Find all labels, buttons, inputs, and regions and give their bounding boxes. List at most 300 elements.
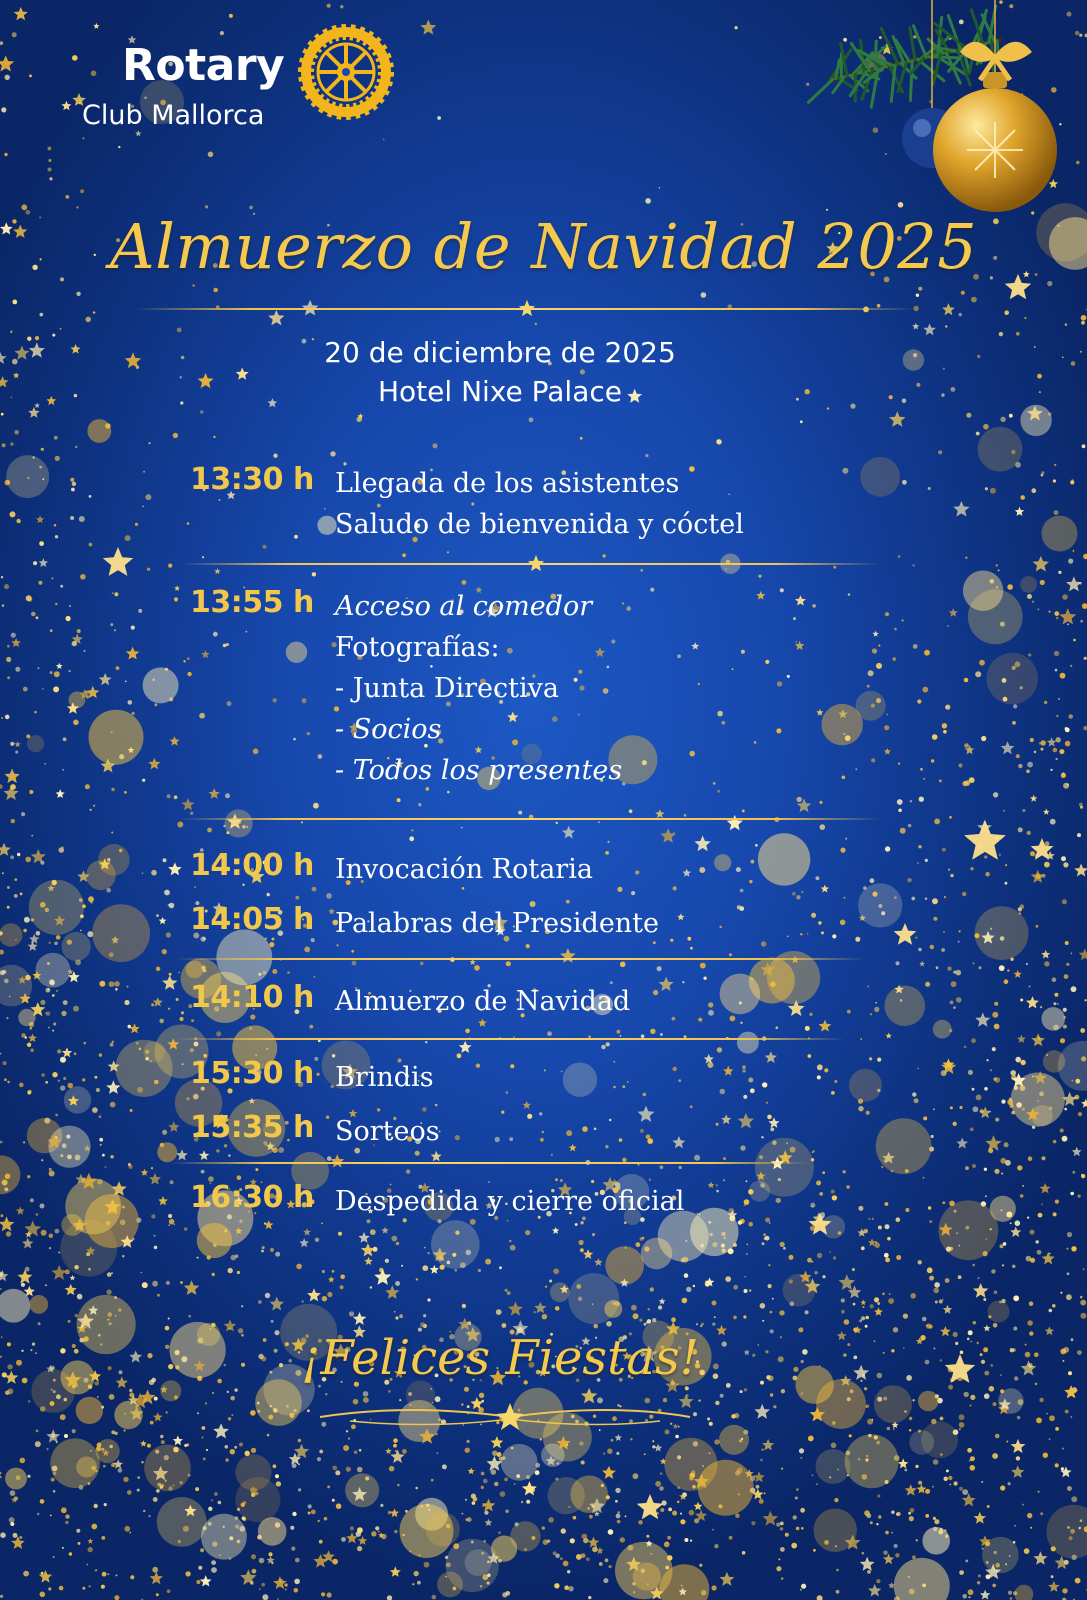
sparkle-dot bbox=[808, 1054, 812, 1058]
sparkle-star bbox=[583, 1249, 593, 1259]
sparkle-dot bbox=[15, 751, 18, 754]
sparkle-dot bbox=[1016, 332, 1020, 336]
sparkle-dot bbox=[1075, 1578, 1081, 1584]
sparkle-dot bbox=[1036, 925, 1039, 928]
sparkle-dot bbox=[776, 1026, 779, 1029]
sparkle-dot bbox=[7, 1388, 13, 1394]
sparkle-star bbox=[0, 843, 11, 856]
sparkle-dot bbox=[542, 1131, 544, 1133]
sparkle-dot bbox=[213, 288, 218, 293]
sparkle-dot bbox=[1053, 748, 1058, 753]
sparkle-dot bbox=[1083, 1268, 1085, 1270]
sparkle-dot bbox=[228, 1154, 230, 1156]
sparkle-dot bbox=[822, 1275, 825, 1278]
sparkle-dot bbox=[77, 629, 81, 633]
sparkle-dot bbox=[64, 1434, 68, 1438]
sparkle-dot bbox=[196, 1580, 200, 1584]
sparkle-dot bbox=[620, 1537, 625, 1542]
sparkle-star bbox=[765, 1051, 777, 1063]
sparkle-star bbox=[894, 923, 917, 945]
sparkle-dot bbox=[1062, 357, 1064, 359]
sparkle-dot bbox=[1070, 953, 1072, 955]
sparkle-star bbox=[153, 997, 163, 1007]
sparkle-dot bbox=[321, 1592, 325, 1596]
sparkle-dot bbox=[1071, 361, 1076, 366]
sparkle-dot bbox=[918, 1260, 922, 1264]
sparkle-dot bbox=[259, 1588, 261, 1590]
sparkle-dot bbox=[262, 1594, 268, 1600]
sparkle-dot bbox=[25, 857, 31, 863]
sparkle-star bbox=[883, 1554, 894, 1565]
sparkle-dot bbox=[809, 1013, 812, 1016]
sparkle-dot bbox=[985, 487, 988, 490]
sparkle-dot bbox=[332, 1270, 335, 1273]
sparkle-dot bbox=[9, 1517, 15, 1523]
sparkle-star bbox=[1055, 1556, 1069, 1570]
sparkle-dot bbox=[725, 1276, 731, 1282]
sparkle-dot bbox=[1061, 1467, 1064, 1470]
pine-needle bbox=[914, 26, 927, 58]
sparkle-dot bbox=[1017, 1165, 1022, 1170]
sparkle-dot bbox=[228, 1268, 233, 1273]
sparkle-dot bbox=[111, 788, 114, 791]
sparkle-dot bbox=[1062, 1136, 1068, 1142]
sparkle-dot bbox=[166, 1411, 168, 1413]
section-divider bbox=[175, 958, 865, 960]
sparkle-dot bbox=[227, 1391, 229, 1393]
sparkle-star bbox=[1042, 1252, 1055, 1265]
sparkle-dot bbox=[761, 941, 766, 946]
sparkle-star bbox=[482, 1499, 496, 1512]
sparkle-dot bbox=[70, 516, 74, 520]
sparkle-dot bbox=[754, 741, 757, 744]
pine-needle bbox=[918, 59, 944, 81]
sparkle-dot bbox=[993, 792, 998, 797]
sparkle-dot bbox=[1010, 1222, 1012, 1224]
sparkle-dot bbox=[406, 1169, 410, 1173]
sparkle-dot bbox=[970, 1127, 974, 1131]
sparkle-dot bbox=[563, 1561, 569, 1567]
sparkle-dot bbox=[684, 1273, 689, 1278]
sparkle-dot bbox=[427, 1298, 430, 1301]
sparkle-star bbox=[51, 1265, 67, 1280]
sparkle-star bbox=[56, 663, 63, 669]
sparkle-dot bbox=[401, 1265, 403, 1267]
sparkle-dot bbox=[934, 1282, 940, 1288]
sparkle-dot bbox=[846, 1185, 849, 1188]
sparkle-dot bbox=[776, 1566, 781, 1571]
sparkle-dot bbox=[0, 1141, 3, 1144]
sparkle-dot bbox=[985, 872, 990, 877]
sparkle-dot bbox=[213, 436, 215, 438]
sparkle-dot bbox=[708, 1002, 713, 1007]
sparkle-dot bbox=[800, 1589, 802, 1591]
sparkle-dot bbox=[181, 1011, 184, 1014]
sparkle-dot bbox=[1080, 1313, 1086, 1319]
sparkle-dot bbox=[748, 1222, 753, 1227]
sparkle-dot bbox=[993, 1077, 997, 1081]
sparkle-dot bbox=[467, 1440, 470, 1443]
sparkle-dot bbox=[885, 612, 889, 616]
sparkle-dot bbox=[60, 328, 62, 330]
sparkle-dot bbox=[1081, 321, 1085, 325]
sparkle-dot bbox=[780, 1522, 784, 1526]
sparkle-dot bbox=[0, 41, 3, 45]
sparkle-bokeh bbox=[201, 1514, 247, 1560]
sparkle-dot bbox=[819, 801, 822, 804]
sparkle-dot bbox=[972, 1264, 975, 1267]
sparkle-dot bbox=[985, 1195, 987, 1197]
sparkle-dot bbox=[235, 1254, 239, 1258]
sparkle-dot bbox=[1053, 1212, 1057, 1216]
sparkle-dot bbox=[527, 1114, 532, 1119]
sparkle-dot bbox=[207, 828, 212, 833]
sparkle-dot bbox=[682, 981, 684, 983]
sparkle-dot bbox=[1039, 391, 1041, 393]
sparkle-dot bbox=[19, 1083, 24, 1088]
sparkle-bokeh bbox=[563, 1063, 597, 1097]
sparkle-dot bbox=[341, 1537, 346, 1542]
sparkle-dot bbox=[1008, 1591, 1012, 1595]
sparkle-star bbox=[975, 1012, 990, 1026]
sparkle-dot bbox=[160, 1435, 163, 1438]
sparkle-dot bbox=[447, 551, 449, 553]
sparkle-dot bbox=[82, 137, 84, 139]
sparkle-dot bbox=[1005, 864, 1007, 866]
sparkle-dot bbox=[995, 1118, 999, 1122]
sparkle-dot bbox=[312, 572, 316, 576]
sparkle-dot bbox=[760, 1303, 766, 1309]
sparkle-star bbox=[11, 1536, 25, 1549]
sparkle-dot bbox=[152, 1281, 158, 1287]
sparkle-dot bbox=[1015, 1220, 1021, 1226]
sparkle-dot bbox=[629, 809, 633, 813]
sparkle-dot bbox=[1013, 1327, 1017, 1331]
sparkle-dot bbox=[998, 570, 1000, 572]
sparkle-dot bbox=[7, 886, 10, 889]
sparkle-dot bbox=[975, 671, 981, 677]
sparkle-dot bbox=[60, 1057, 66, 1063]
sparkle-dot bbox=[190, 812, 193, 815]
sparkle-dot bbox=[92, 1107, 98, 1113]
schedule-line: - Todos los presentes bbox=[335, 755, 623, 786]
sparkle-dot bbox=[650, 588, 654, 592]
sparkle-dot bbox=[1058, 571, 1061, 574]
sparkle-dot bbox=[694, 1155, 700, 1161]
sparkle-star bbox=[677, 913, 684, 920]
sparkle-dot bbox=[187, 672, 191, 676]
sparkle-dot bbox=[891, 1532, 893, 1534]
sparkle-dot bbox=[867, 1570, 871, 1574]
sparkle-dot bbox=[28, 1400, 30, 1402]
sparkle-dot bbox=[539, 1112, 542, 1115]
sparkle-bokeh bbox=[258, 1517, 287, 1546]
sparkle-dot bbox=[52, 1030, 54, 1032]
sparkle-dot bbox=[0, 1532, 6, 1538]
sparkle-star bbox=[1045, 1326, 1054, 1335]
sparkle-bokeh bbox=[749, 1181, 770, 1202]
sparkle-dot bbox=[923, 1177, 925, 1179]
sparkle-dot bbox=[800, 1508, 805, 1513]
sparkle-dot bbox=[1077, 833, 1081, 837]
sparkle-dot bbox=[1008, 1482, 1011, 1485]
sparkle-dot bbox=[1026, 963, 1028, 965]
sparkle-dot bbox=[5, 715, 10, 720]
sparkle-dot bbox=[187, 657, 190, 660]
sparkle-star bbox=[754, 1404, 770, 1419]
sparkle-dot bbox=[95, 1569, 98, 1572]
sparkle-star bbox=[201, 650, 209, 658]
sparkle-bokeh bbox=[1020, 576, 1037, 593]
sparkle-dot bbox=[672, 1017, 676, 1021]
sparkle-dot bbox=[170, 1180, 174, 1184]
sparkle-dot bbox=[653, 990, 658, 995]
sparkle-dot bbox=[561, 1070, 563, 1072]
sparkle-dot bbox=[925, 982, 930, 987]
sparkle-dot bbox=[1027, 762, 1033, 768]
sparkle-dot bbox=[746, 1180, 748, 1182]
sparkle-dot bbox=[1066, 783, 1069, 786]
sparkle-dot bbox=[732, 668, 734, 670]
sparkle-dot bbox=[928, 1206, 931, 1209]
sparkle-dot bbox=[216, 1149, 219, 1152]
sparkle-star bbox=[299, 1238, 309, 1247]
sparkle-dot bbox=[1068, 559, 1073, 564]
sparkle-dot bbox=[1060, 1129, 1064, 1133]
sparkle-dot bbox=[615, 1488, 620, 1493]
sparkle-dot bbox=[10, 511, 16, 517]
sparkle-bokeh bbox=[548, 1477, 585, 1514]
sparkle-dot bbox=[74, 1053, 77, 1056]
sparkle-dot bbox=[1063, 862, 1068, 867]
sparkle-dot bbox=[200, 936, 205, 941]
sparkle-dot bbox=[1025, 1344, 1027, 1346]
sparkle-dot bbox=[892, 657, 896, 661]
sparkle-dot bbox=[10, 330, 13, 333]
sparkle-dot bbox=[842, 776, 846, 780]
sparkle-dot bbox=[738, 1220, 742, 1224]
sparkle-bokeh bbox=[975, 906, 1029, 960]
sparkle-star bbox=[708, 1182, 715, 1189]
sparkle-dot bbox=[981, 736, 986, 741]
sparkle-dot bbox=[481, 1486, 484, 1489]
star-icon bbox=[527, 554, 545, 572]
sparkle-star bbox=[162, 975, 177, 990]
sparkle-star bbox=[839, 1274, 856, 1290]
sparkle-dot bbox=[556, 822, 558, 824]
sparkle-bokeh bbox=[909, 1430, 934, 1455]
sparkle-dot bbox=[89, 543, 93, 547]
sparkle-dot bbox=[184, 1227, 188, 1231]
sparkle-dot bbox=[907, 878, 911, 882]
sparkle-dot bbox=[567, 1570, 570, 1573]
sparkle-dot bbox=[93, 311, 95, 313]
sparkle-dot bbox=[1065, 741, 1071, 747]
sparkle-dot bbox=[153, 1497, 158, 1502]
sparkle-dot bbox=[147, 1444, 151, 1448]
sparkle-dot bbox=[168, 1008, 170, 1010]
sparkle-star bbox=[140, 1440, 147, 1446]
rotary-wheel-icon bbox=[296, 22, 396, 122]
sparkle-dot bbox=[1066, 963, 1069, 966]
sparkle-dot bbox=[942, 723, 947, 728]
sparkle-dot bbox=[270, 1248, 274, 1252]
sparkle-dot bbox=[251, 1554, 256, 1559]
sparkle-dot bbox=[1000, 1244, 1004, 1248]
sparkle-dot bbox=[589, 1515, 593, 1519]
sparkle-dot bbox=[927, 1267, 933, 1273]
sparkle-dot bbox=[230, 1449, 235, 1454]
sparkle-dot bbox=[179, 1017, 183, 1021]
sparkle-star bbox=[654, 1444, 662, 1452]
sparkle-dot bbox=[54, 524, 57, 527]
sparkle-dot bbox=[174, 597, 178, 601]
sparkle-dot bbox=[1053, 479, 1056, 482]
sparkle-star bbox=[88, 1538, 94, 1544]
sparkle-dot bbox=[717, 790, 720, 793]
sparkle-dot bbox=[713, 782, 716, 785]
sparkle-dot bbox=[395, 1450, 397, 1452]
sparkle-dot bbox=[859, 1319, 862, 1322]
sparkle-dot bbox=[225, 793, 230, 798]
sparkle-dot bbox=[472, 1501, 476, 1505]
sparkle-star bbox=[11, 638, 21, 647]
sparkle-dot bbox=[897, 799, 903, 805]
sparkle-dot bbox=[885, 1202, 889, 1206]
sparkle-dot bbox=[885, 1258, 890, 1263]
sparkle-dot bbox=[476, 1064, 480, 1068]
sparkle-dot bbox=[545, 1286, 547, 1288]
sparkle-dot bbox=[580, 437, 583, 440]
sparkle-dot bbox=[272, 969, 277, 974]
sparkle-dot bbox=[1062, 1448, 1064, 1450]
sparkle-dot bbox=[870, 1521, 873, 1524]
sparkle-dot bbox=[645, 454, 648, 457]
sparkle-dot bbox=[82, 1587, 85, 1590]
sparkle-dot bbox=[911, 897, 915, 901]
sparkle-star bbox=[523, 1101, 531, 1109]
sparkle-dot bbox=[819, 1192, 823, 1196]
sparkle-star bbox=[420, 20, 436, 35]
sparkle-dot bbox=[484, 1511, 488, 1515]
sparkle-star bbox=[46, 1429, 60, 1442]
sparkle-dot bbox=[662, 1500, 667, 1505]
sparkle-dot bbox=[518, 811, 522, 815]
sparkle-star bbox=[126, 647, 140, 660]
sparkle-dot bbox=[253, 749, 259, 755]
sparkle-dot bbox=[967, 1448, 972, 1453]
sparkle-dot bbox=[609, 1565, 612, 1568]
sparkle-dot bbox=[225, 1445, 229, 1449]
sparkle-dot bbox=[411, 829, 413, 831]
sparkle-dot bbox=[1081, 315, 1087, 321]
sparkle-dot bbox=[540, 1138, 544, 1142]
sparkle-dot bbox=[73, 720, 79, 726]
sparkle-dot bbox=[749, 1289, 751, 1291]
sparkle-dot bbox=[72, 55, 78, 61]
sparkle-dot bbox=[0, 784, 3, 789]
sparkle-dot bbox=[964, 743, 969, 748]
sparkle-dot bbox=[16, 519, 20, 523]
sparkle-dot bbox=[176, 998, 179, 1001]
sparkle-dot bbox=[542, 1314, 547, 1319]
sparkle-dot bbox=[1010, 1597, 1012, 1599]
sparkle-dot bbox=[36, 931, 41, 936]
sparkle-dot bbox=[833, 1256, 836, 1259]
sparkle-dot bbox=[308, 1504, 312, 1508]
schedule-line: Fotografías: bbox=[335, 632, 500, 663]
sparkle-dot bbox=[65, 1521, 68, 1524]
sparkle-dot bbox=[1046, 1413, 1048, 1415]
sparkle-bokeh bbox=[933, 1020, 952, 1039]
sparkle-dot bbox=[12, 32, 17, 37]
sparkle-dot bbox=[296, 1264, 302, 1270]
sparkle-star bbox=[860, 1300, 866, 1306]
sparkle-dot bbox=[49, 1234, 54, 1239]
sparkle-dot bbox=[932, 734, 938, 740]
schedule-time: 13:55 h bbox=[190, 585, 314, 620]
sparkle-dot bbox=[909, 1429, 912, 1432]
sparkle-dot bbox=[970, 1405, 972, 1407]
sparkle-star bbox=[873, 631, 879, 637]
sparkle-dot bbox=[42, 688, 44, 690]
sparkle-dot bbox=[498, 1531, 501, 1534]
sparkle-dot bbox=[40, 1000, 45, 1005]
sparkle-dot bbox=[690, 947, 693, 950]
sparkle-star bbox=[0, 1216, 14, 1231]
schedule-line: Despedida y cierre oficial bbox=[335, 1186, 685, 1217]
sparkle-star bbox=[534, 1302, 546, 1314]
sparkle-dot bbox=[290, 1526, 294, 1530]
sparkle-dot bbox=[617, 1520, 621, 1524]
sparkle-dot bbox=[999, 965, 1005, 971]
sparkle-star bbox=[459, 1041, 472, 1053]
sparkle-dot bbox=[768, 1284, 772, 1288]
sparkle-dot bbox=[605, 1558, 609, 1562]
sparkle-dot bbox=[876, 1523, 878, 1525]
sparkle-dot bbox=[958, 941, 960, 943]
sparkle-dot bbox=[994, 1291, 998, 1295]
sparkle-dot bbox=[59, 847, 65, 853]
sparkle-dot bbox=[45, 1284, 47, 1286]
sparkle-star bbox=[508, 1301, 523, 1315]
sparkle-dot bbox=[919, 797, 924, 802]
sparkle-dot bbox=[76, 206, 78, 208]
sparkle-bokeh bbox=[641, 1238, 673, 1270]
sparkle-dot bbox=[781, 1468, 783, 1470]
sparkle-dot bbox=[161, 1440, 165, 1444]
sparkle-dot bbox=[89, 495, 92, 498]
sparkle-dot bbox=[261, 1583, 265, 1587]
sparkle-star bbox=[129, 1023, 139, 1033]
sparkle-dot bbox=[10, 742, 14, 746]
sparkle-bokeh bbox=[876, 1118, 932, 1174]
sparkle-dot bbox=[736, 867, 741, 872]
sparkle-dot bbox=[735, 26, 738, 29]
sparkle-bokeh bbox=[62, 932, 91, 961]
sparkle-star bbox=[974, 1512, 986, 1524]
sparkle-dot bbox=[765, 1218, 770, 1223]
sparkle-dot bbox=[228, 1417, 231, 1420]
sparkle-dot bbox=[958, 763, 962, 767]
sparkle-dot bbox=[658, 1305, 662, 1309]
sparkle-dot bbox=[933, 1459, 939, 1465]
sparkle-bokeh bbox=[86, 860, 116, 890]
sparkle-dot bbox=[763, 1233, 766, 1236]
sparkle-dot bbox=[332, 1466, 337, 1471]
sparkle-dot bbox=[933, 1108, 935, 1110]
sparkle-dot bbox=[164, 890, 170, 896]
